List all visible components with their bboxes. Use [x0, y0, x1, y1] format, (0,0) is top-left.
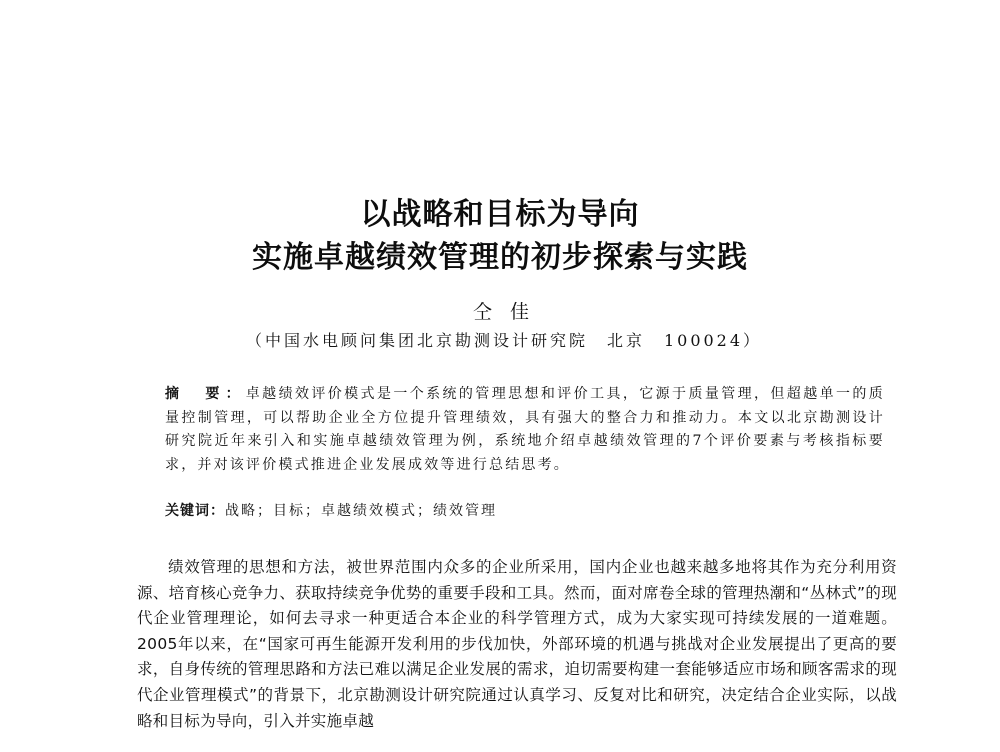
abstract-text: 卓越绩效评价模式是一个系统的管理思想和评价工具，它源于质量管理，但超越单一的质量控制管理，可以帮助企业全方位提升管理绩效，具有强大的整合力和推动力。本文以北京勘测设计研究院近年来引入和实施卓越绩效管理为例，系统地介绍卓越绩效管理的7个评价要素与考核指标要求，并对该评价模式推进企业发展成效等进行总结思考。 — [165, 386, 885, 473]
keywords-block — [165, 500, 885, 524]
author-name: 仝佳 — [472, 301, 547, 323]
paper-title-line-1: 以战略和目标为导向 — [360, 197, 640, 232]
author-affiliation: （中国水电顾问集团北京勘测设计研究院 北京 100024） — [245, 331, 763, 350]
body-paragraph: 绩效管理的思想和方法，被世界范围内众多的企业所采用，国内企业也越来越多地将其作为充分利用资源、培育核心竞争力、获取持续竞争优势的重要手段和工具。然而，面对席卷全球的管理热潮和“丛林式”的现代企业管理理论，如何去寻求一种更适合本企业的科学管理方式，成为大家实现可持续发展的一道难题。2005年以来，在“国家可再生能源开发利用的步伐加快，外部环境的机遇与挑战对企业发展提出了更高的要求，自身传统的管理思路和方法已难以满足企业发展的需求，迫切需要构建一套能够适应市场和顾客需求的现代企业管理模式”的背景下，北京勘测设计研究院通过认真学习、反复对比和研究，决定结合企业实际，以战略和目标为导向，引入并实施卓越 — [137, 558, 897, 730]
abstract-block — [165, 383, 885, 477]
paper-title-line-2: 实施卓越绩效管理的初步探索与实践 — [252, 240, 748, 275]
abstract-label: 摘 要： — [165, 386, 246, 402]
keywords-label: 关键词： — [165, 503, 225, 519]
keywords-text: 战略；目标；卓越绩效模式；绩效管理 — [225, 503, 497, 519]
